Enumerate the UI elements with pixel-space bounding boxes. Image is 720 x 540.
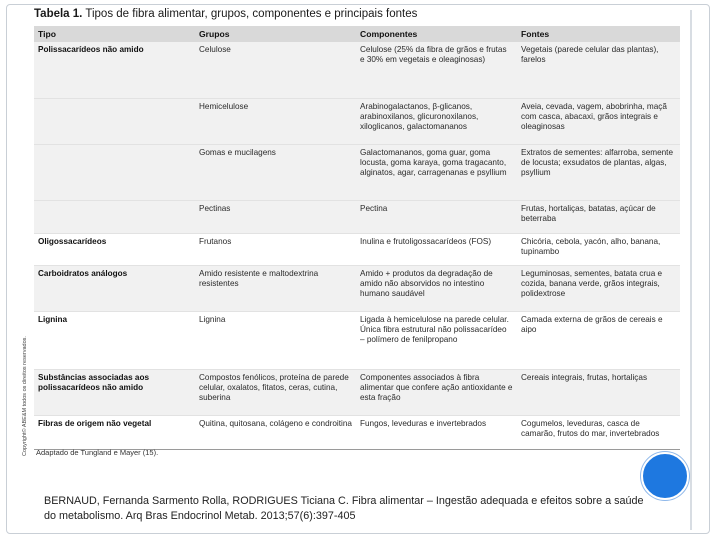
- table-row: [34, 42, 680, 98]
- cell-componentes: Celulose (25% da fibra de grãos e frutas e 30% em vegetais e oleaginosas): [356, 42, 517, 98]
- cell-componentes: Pectina: [356, 200, 517, 233]
- cell-tipo: [34, 200, 195, 233]
- cell-grupo: Compostos fenólicos, proteína de parede celular, oxalatos, fitatos, ceras, cutina, suberina: [195, 369, 356, 415]
- column-header-grupos: Grupos: [195, 26, 356, 42]
- slide-accent-circle: [641, 452, 689, 500]
- copyright-notice: Copyright© ABE&M todos os direitos reservados.: [22, 336, 28, 456]
- cell-tipo: Carboidratos análogos: [34, 265, 195, 311]
- cell-fontes: Leguminosas, sementes, batata crua e cozida, banana verde, grãos integrais, polidextrose: [517, 265, 680, 311]
- cell-componentes: Componentes associados à fibra alimentar que confere ação antioxidante e esta fração: [356, 369, 517, 415]
- cell-tipo: Substâncias associadas aos polissacarídeos não amido: [34, 369, 195, 415]
- column-header-componentes: Componentes: [356, 26, 517, 42]
- cell-tipo: Lignina: [34, 311, 195, 369]
- table-row: [34, 200, 680, 233]
- table-header-row: [34, 26, 680, 42]
- table-row: [34, 369, 680, 415]
- fiber-types-table: [34, 26, 680, 450]
- table-row: [34, 265, 680, 311]
- cell-fontes: Vegetais (parede celular das plantas), farelos: [517, 42, 680, 98]
- cell-grupo: Hemicelulose: [195, 98, 356, 144]
- cell-grupo: Frutanos: [195, 233, 356, 265]
- cell-componentes: Amido + produtos da degradação de amido não absorvidos no intestino humano saudável: [356, 265, 517, 311]
- cell-componentes: Ligada à hemicelulose na parede celular. Única fibra estrutural não polissacarídeo – polímero de fenilpropano: [356, 311, 517, 369]
- cell-fontes: Extratos de sementes: alfarroba, semente de locusta; exsudatos de plantas, algas, psyllium: [517, 144, 680, 200]
- cell-grupo: Pectinas: [195, 200, 356, 233]
- table-title-text: Tipos de fibra alimentar, grupos, componentes e principais fontes: [85, 8, 418, 20]
- citation-reference: BERNAUD, Fernanda Sarmento Rolla, RODRIGUES Ticiana C. Fibra alimentar – Ingestão adequada e efeitos sobre a saúde do metabolismo. Arq Bras Endocrinol Metab. 2013;57(6):397-405: [44, 495, 644, 522]
- cell-grupo: Gomas e mucilagens: [195, 144, 356, 200]
- table-row: [34, 233, 680, 265]
- cell-tipo: Fibras de origem não vegetal: [34, 415, 195, 449]
- cell-grupo: Amido resistente e maltodextrina resistentes: [195, 265, 356, 311]
- table-row: [34, 311, 680, 369]
- cell-grupo: Celulose: [195, 42, 356, 98]
- cell-fontes: Frutas, hortaliças, batatas, açúcar de beterraba: [517, 200, 680, 233]
- cell-tipo: Oligossacarídeos: [34, 233, 195, 265]
- table-row: [34, 144, 680, 200]
- cell-tipo: [34, 98, 195, 144]
- table-title: [34, 8, 417, 20]
- cell-fontes: Cogumelos, leveduras, casca de camarão, frutos do mar, invertebrados: [517, 415, 680, 449]
- column-header-tipo: Tipo: [34, 26, 195, 42]
- table-title-label: Tabela 1.: [34, 8, 83, 20]
- table-row: [34, 98, 680, 144]
- cell-tipo: [34, 144, 195, 200]
- slide-side-rule: [690, 10, 692, 530]
- cell-fontes: Chicória, cebola, yacón, alho, banana, tupinambo: [517, 233, 680, 265]
- table-footnote: Adaptado de Tungland e Mayer (15).: [36, 448, 159, 457]
- cell-fontes: Cereais integrais, frutas, hortaliças: [517, 369, 680, 415]
- cell-grupo: Quitina, quitosana, colágeno e condroitina: [195, 415, 356, 449]
- cell-componentes: Inulina e frutoligossacarídeos (FOS): [356, 233, 517, 265]
- cell-grupo: Lignina: [195, 311, 356, 369]
- cell-componentes: Fungos, leveduras e invertebrados: [356, 415, 517, 449]
- table-row: [34, 415, 680, 449]
- cell-tipo: Polissacarídeos não amido: [34, 42, 195, 98]
- cell-fontes: Aveia, cevada, vagem, abobrinha, maçã com casca, abacaxi, grãos integrais e oleaginosas: [517, 98, 680, 144]
- cell-componentes: Galactomananos, goma guar, goma locusta, goma karaya, goma tragacanto, alginatos, agar, carragenanas e psyllium: [356, 144, 517, 200]
- cell-componentes: Arabinogalactanos, β-glicanos, arabinoxilanos, glicuronoxilanos, xiloglicanos, galactomananos: [356, 98, 517, 144]
- cell-fontes: Camada externa de grãos de cereais e aipo: [517, 311, 680, 369]
- column-header-fontes: Fontes: [517, 26, 680, 42]
